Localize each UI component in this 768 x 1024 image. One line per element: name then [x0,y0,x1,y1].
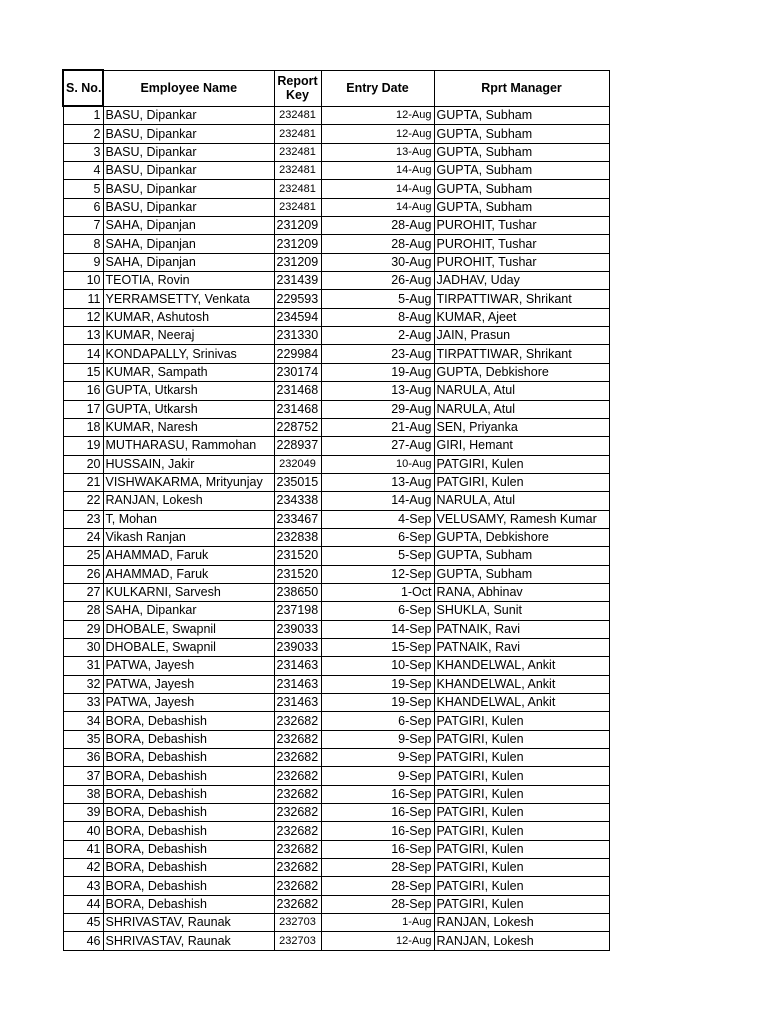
table-row [63,106,609,125]
cell-entry-date[interactable]: 19-Sep [321,675,434,693]
table-row [63,418,609,436]
table-row [63,822,609,840]
table-row [63,932,609,950]
cell-entry-date[interactable]: 16-Sep [321,785,434,803]
cell-employee-name[interactable]: PATWA, Jayesh [103,675,274,693]
cell-sno[interactable]: 22 [63,492,103,510]
cell-report-manager[interactable]: TIRPATTIWAR, Shrikant [434,290,609,308]
cell-report-manager[interactable]: PATGIRI, Kulen [434,473,609,491]
cell-employee-name[interactable]: KUMAR, Neeraj [103,327,274,345]
cell-entry-date[interactable]: 16-Sep [321,804,434,822]
cell-sno[interactable]: 1 [63,106,103,125]
cell-entry-date[interactable]: 6-Sep [321,602,434,620]
cell-entry-date[interactable]: 28-Sep [321,859,434,877]
table-row [63,804,609,822]
header-row [63,70,609,106]
cell-entry-date[interactable]: 16-Sep [321,840,434,858]
cell-entry-date[interactable]: 14-Aug [321,492,434,510]
cell-sno[interactable]: 18 [63,418,103,436]
cell-sno[interactable]: 3 [63,143,103,161]
table-row [63,235,609,253]
cell-report-manager[interactable]: GUPTA, Subham [434,162,609,180]
cell-sno[interactable]: 40 [63,822,103,840]
cell-report-key[interactable]: 232682 [274,895,321,913]
cell-report-key[interactable]: 231463 [274,694,321,712]
table-row [63,528,609,546]
cell-report-manager[interactable]: GUPTA, Debkishore [434,363,609,381]
table-row [63,694,609,712]
cell-entry-date[interactable]: 6-Sep [321,528,434,546]
cell-report-key[interactable]: 230174 [274,363,321,381]
cell-sno[interactable]: 45 [63,914,103,932]
cell-report-key[interactable]: 232481 [274,106,321,125]
cell-report-manager[interactable]: PUROHIT, Tushar [434,235,609,253]
cell-report-manager[interactable]: KHANDELWAL, Ankit [434,694,609,712]
cell-sno[interactable]: 44 [63,895,103,913]
table-row [63,473,609,491]
cell-sno[interactable]: 28 [63,602,103,620]
cell-report-key[interactable]: 232703 [274,914,321,932]
table-row [63,180,609,198]
cell-sno[interactable]: 8 [63,235,103,253]
table-row [63,620,609,638]
table-row [63,785,609,803]
table-row [63,510,609,528]
cell-report-manager[interactable]: PATGIRI, Kulen [434,859,609,877]
cell-sno[interactable]: 27 [63,583,103,601]
cell-report-manager[interactable]: PATGIRI, Kulen [434,455,609,473]
table-row [63,547,609,565]
cell-employee-name[interactable]: KUMAR, Ashutosh [103,308,274,326]
table-row [63,730,609,748]
cell-entry-date[interactable]: 6-Sep [321,712,434,730]
cell-report-key[interactable]: 231209 [274,253,321,271]
cell-sno[interactable]: 25 [63,547,103,565]
cell-report-key[interactable]: 231463 [274,657,321,675]
cell-employee-name[interactable]: PATWA, Jayesh [103,694,274,712]
table-row [63,712,609,730]
cell-employee-name[interactable]: VISHWAKARMA, Mrityunjay [103,473,274,491]
cell-report-manager[interactable]: KUMAR, Ajeet [434,308,609,326]
cell-entry-date[interactable]: 28-Aug [321,235,434,253]
table-row [63,198,609,216]
cell-entry-date[interactable]: 12-Aug [321,932,434,950]
cell-employee-name[interactable]: BASU, Dipankar [103,180,274,198]
cell-report-manager[interactable]: JAIN, Prasun [434,327,609,345]
cell-entry-date[interactable]: 1-Oct [321,583,434,601]
cell-report-key[interactable]: 235015 [274,473,321,491]
cell-entry-date[interactable]: 28-Sep [321,877,434,895]
table-row [63,675,609,693]
cell-report-key[interactable]: 232682 [274,785,321,803]
cell-report-key[interactable]: 234338 [274,492,321,510]
cell-entry-date[interactable]: 14-Aug [321,180,434,198]
cell-report-manager[interactable]: SHUKLA, Sunit [434,602,609,620]
table-body [63,106,609,950]
table-row [63,143,609,161]
cell-employee-name[interactable]: SHRIVASTAV, Raunak [103,914,274,932]
cell-sno[interactable]: 43 [63,877,103,895]
cell-sno[interactable]: 12 [63,308,103,326]
cell-entry-date[interactable]: 15-Sep [321,638,434,656]
cell-report-manager[interactable]: PATGIRI, Kulen [434,804,609,822]
cell-report-manager[interactable]: PATGIRI, Kulen [434,822,609,840]
cell-entry-date[interactable]: 1-Aug [321,914,434,932]
cell-report-manager[interactable]: KHANDELWAL, Ankit [434,657,609,675]
cell-sno[interactable]: 36 [63,749,103,767]
table-row [63,602,609,620]
cell-entry-date[interactable]: 19-Sep [321,694,434,712]
cell-employee-name[interactable]: Vikash Ranjan [103,528,274,546]
table-row [63,749,609,767]
cell-report-manager[interactable]: PATGIRI, Kulen [434,840,609,858]
cell-report-key[interactable]: 239033 [274,620,321,638]
cell-entry-date[interactable]: 14-Aug [321,198,434,216]
cell-employee-name[interactable]: SAHA, Dipanjan [103,217,274,235]
cell-report-manager[interactable]: TIRPATTIWAR, Shrikant [434,345,609,363]
cell-employee-name[interactable]: AHAMMAD, Faruk [103,547,274,565]
table-row [63,492,609,510]
cell-report-key[interactable]: 234594 [274,308,321,326]
cell-report-key[interactable]: 232481 [274,198,321,216]
employee-report-table [62,69,610,951]
cell-report-key[interactable]: 232682 [274,767,321,785]
cell-entry-date[interactable]: 5-Aug [321,290,434,308]
header-entry-date[interactable]: Entry Date [321,70,434,106]
cell-report-key[interactable]: 231439 [274,272,321,290]
cell-employee-name[interactable]: BORA, Debashish [103,895,274,913]
cell-report-manager[interactable]: GUPTA, Subham [434,198,609,216]
cell-report-key[interactable]: 232049 [274,455,321,473]
cell-report-manager[interactable]: GUPTA, Subham [434,143,609,161]
cell-employee-name[interactable]: SAHA, Dipanjan [103,253,274,271]
cell-entry-date[interactable]: 9-Sep [321,767,434,785]
cell-entry-date[interactable]: 5-Sep [321,547,434,565]
cell-report-key[interactable]: 232682 [274,840,321,858]
table-row [63,253,609,271]
cell-sno[interactable]: 46 [63,932,103,950]
cell-sno[interactable]: 42 [63,859,103,877]
cell-report-key[interactable]: 231520 [274,547,321,565]
cell-report-manager[interactable]: PUROHIT, Tushar [434,253,609,271]
table-row [63,914,609,932]
header-sno[interactable]: S. No. [63,70,103,106]
cell-sno[interactable]: 21 [63,473,103,491]
cell-sno[interactable]: 13 [63,327,103,345]
cell-employee-name[interactable]: BASU, Dipankar [103,143,274,161]
cell-report-key[interactable]: 232481 [274,143,321,161]
cell-sno[interactable]: 33 [63,694,103,712]
cell-report-key[interactable]: 231330 [274,327,321,345]
cell-report-key[interactable]: 231209 [274,235,321,253]
cell-report-manager[interactable]: NARULA, Atul [434,492,609,510]
cell-sno[interactable]: 24 [63,528,103,546]
cell-sno[interactable]: 11 [63,290,103,308]
cell-report-key[interactable]: 237198 [274,602,321,620]
cell-employee-name[interactable]: T, Mohan [103,510,274,528]
cell-entry-date[interactable]: 2-Aug [321,327,434,345]
cell-employee-name[interactable]: HUSSAIN, Jakir [103,455,274,473]
cell-report-key[interactable]: 229593 [274,290,321,308]
cell-report-manager[interactable]: VELUSAMY, Ramesh Kumar [434,510,609,528]
cell-entry-date[interactable]: 14-Aug [321,162,434,180]
cell-report-manager[interactable]: PATNAIK, Ravi [434,638,609,656]
cell-report-key[interactable]: 239033 [274,638,321,656]
table-row [63,290,609,308]
cell-sno[interactable]: 19 [63,437,103,455]
cell-report-manager[interactable]: GUPTA, Subham [434,125,609,143]
cell-report-manager[interactable]: SEN, Priyanka [434,418,609,436]
cell-report-manager[interactable]: PATGIRI, Kulen [434,712,609,730]
cell-report-manager[interactable]: GUPTA, Subham [434,106,609,125]
cell-sno[interactable]: 38 [63,785,103,803]
cell-report-key[interactable]: 232838 [274,528,321,546]
cell-entry-date[interactable]: 13-Aug [321,143,434,161]
cell-entry-date[interactable]: 9-Sep [321,730,434,748]
cell-report-key[interactable]: 231468 [274,382,321,400]
cell-employee-name[interactable]: BORA, Debashish [103,712,274,730]
cell-report-manager[interactable]: PATNAIK, Ravi [434,620,609,638]
cell-sno[interactable]: 37 [63,767,103,785]
cell-entry-date[interactable]: 12-Aug [321,106,434,125]
cell-entry-date[interactable]: 13-Aug [321,382,434,400]
cell-sno[interactable]: 9 [63,253,103,271]
cell-entry-date[interactable]: 12-Sep [321,565,434,583]
cell-employee-name[interactable]: BORA, Debashish [103,859,274,877]
cell-employee-name[interactable]: MUTHARASU, Rammohan [103,437,274,455]
cell-report-manager[interactable]: JADHAV, Uday [434,272,609,290]
cell-report-manager[interactable]: GUPTA, Subham [434,565,609,583]
cell-entry-date[interactable]: 29-Aug [321,400,434,418]
table-row [63,565,609,583]
cell-report-manager[interactable]: PATGIRI, Kulen [434,730,609,748]
cell-entry-date[interactable]: 27-Aug [321,437,434,455]
table-row [63,583,609,601]
cell-report-key[interactable]: 231468 [274,400,321,418]
cell-employee-name[interactable]: BORA, Debashish [103,749,274,767]
cell-employee-name[interactable]: PATWA, Jayesh [103,657,274,675]
cell-report-key[interactable]: 232682 [274,822,321,840]
cell-employee-name[interactable]: BORA, Debashish [103,785,274,803]
table-row [63,840,609,858]
cell-sno[interactable]: 35 [63,730,103,748]
cell-entry-date[interactable]: 30-Aug [321,253,434,271]
cell-report-manager[interactable]: KHANDELWAL, Ankit [434,675,609,693]
header-employee-name[interactable]: Employee Name [103,70,274,106]
cell-sno[interactable]: 26 [63,565,103,583]
cell-sno[interactable]: 15 [63,363,103,381]
cell-entry-date[interactable]: 9-Sep [321,749,434,767]
table-row [63,437,609,455]
cell-report-manager[interactable]: PATGIRI, Kulen [434,749,609,767]
cell-entry-date[interactable]: 21-Aug [321,418,434,436]
cell-report-key[interactable]: 231209 [274,217,321,235]
cell-entry-date[interactable]: 13-Aug [321,473,434,491]
cell-sno[interactable]: 29 [63,620,103,638]
cell-report-key[interactable]: 238650 [274,583,321,601]
cell-report-key[interactable]: 233467 [274,510,321,528]
cell-report-manager[interactable]: PATGIRI, Kulen [434,767,609,785]
header-report-key-line1: Report [277,74,318,88]
table-row [63,327,609,345]
cell-entry-date[interactable]: 14-Sep [321,620,434,638]
cell-employee-name[interactable]: BASU, Dipankar [103,125,274,143]
cell-employee-name[interactable]: GUPTA, Utkarsh [103,400,274,418]
cell-report-manager[interactable]: GIRI, Hemant [434,437,609,455]
cell-report-manager[interactable]: RANJAN, Lokesh [434,932,609,950]
cell-employee-name[interactable]: BORA, Debashish [103,822,274,840]
cell-sno[interactable]: 20 [63,455,103,473]
cell-report-manager[interactable]: PATGIRI, Kulen [434,895,609,913]
cell-report-manager[interactable]: NARULA, Atul [434,382,609,400]
cell-employee-name[interactable]: TEOTIA, Rovin [103,272,274,290]
header-report-manager[interactable]: Rprt Manager [434,70,609,106]
cell-report-key[interactable]: 232682 [274,877,321,895]
cell-entry-date[interactable]: 10-Sep [321,657,434,675]
cell-sno[interactable]: 32 [63,675,103,693]
cell-report-manager[interactable]: NARULA, Atul [434,400,609,418]
cell-employee-name[interactable]: SHRIVASTAV, Raunak [103,932,274,950]
cell-sno[interactable]: 5 [63,180,103,198]
cell-entry-date[interactable]: 16-Sep [321,822,434,840]
cell-employee-name[interactable]: GUPTA, Utkarsh [103,382,274,400]
cell-employee-name[interactable]: YERRAMSETTY, Venkata [103,290,274,308]
cell-report-key[interactable]: 232481 [274,162,321,180]
cell-entry-date[interactable]: 28-Sep [321,895,434,913]
cell-report-key[interactable]: 232682 [274,859,321,877]
cell-report-key[interactable]: 232481 [274,125,321,143]
cell-entry-date[interactable]: 28-Aug [321,217,434,235]
cell-report-manager[interactable]: PATGIRI, Kulen [434,785,609,803]
table-row [63,767,609,785]
cell-employee-name[interactable]: BORA, Debashish [103,840,274,858]
cell-employee-name[interactable]: KUMAR, Naresh [103,418,274,436]
cell-sno[interactable]: 10 [63,272,103,290]
cell-report-key[interactable]: 232682 [274,730,321,748]
cell-employee-name[interactable]: DHOBALE, Swapnil [103,620,274,638]
cell-sno[interactable]: 6 [63,198,103,216]
cell-report-manager[interactable]: GUPTA, Debkishore [434,528,609,546]
table-row [63,859,609,877]
cell-report-key[interactable]: 232682 [274,712,321,730]
cell-entry-date[interactable]: 19-Aug [321,363,434,381]
cell-employee-name[interactable]: RANJAN, Lokesh [103,492,274,510]
table-row [63,895,609,913]
cell-sno[interactable]: 14 [63,345,103,363]
cell-report-key[interactable]: 232682 [274,749,321,767]
cell-employee-name[interactable]: SAHA, Dipankar [103,602,274,620]
cell-report-key[interactable]: 228937 [274,437,321,455]
cell-entry-date[interactable]: 8-Aug [321,308,434,326]
cell-report-manager[interactable]: PATGIRI, Kulen [434,877,609,895]
cell-sno[interactable]: 30 [63,638,103,656]
cell-entry-date[interactable]: 4-Sep [321,510,434,528]
cell-employee-name[interactable]: BORA, Debashish [103,767,274,785]
table-row [63,308,609,326]
cell-sno[interactable]: 2 [63,125,103,143]
cell-report-manager[interactable]: RANJAN, Lokesh [434,914,609,932]
cell-employee-name[interactable]: BASU, Dipankar [103,106,274,125]
table-row [63,217,609,235]
cell-sno[interactable]: 16 [63,382,103,400]
header-report-key-line2: Key [286,88,309,102]
header-report-key[interactable] [274,70,321,106]
cell-employee-name[interactable]: KONDAPALLY, Srinivas [103,345,274,363]
cell-report-manager[interactable]: RANA, Abhinav [434,583,609,601]
cell-report-manager[interactable]: GUPTA, Subham [434,180,609,198]
cell-employee-name[interactable]: BORA, Debashish [103,877,274,895]
table-row [63,400,609,418]
cell-employee-name[interactable]: SAHA, Dipanjan [103,235,274,253]
cell-entry-date[interactable]: 10-Aug [321,455,434,473]
cell-report-key[interactable]: 232682 [274,804,321,822]
cell-sno[interactable]: 23 [63,510,103,528]
cell-sno[interactable]: 39 [63,804,103,822]
cell-entry-date[interactable]: 12-Aug [321,125,434,143]
cell-report-key[interactable]: 231463 [274,675,321,693]
cell-employee-name[interactable]: KULKARNI, Sarvesh [103,583,274,601]
table-row [63,272,609,290]
table-row [63,125,609,143]
table-row [63,455,609,473]
cell-sno[interactable]: 31 [63,657,103,675]
cell-sno[interactable]: 41 [63,840,103,858]
cell-employee-name[interactable]: AHAMMAD, Faruk [103,565,274,583]
cell-report-key[interactable]: 228752 [274,418,321,436]
cell-report-key[interactable]: 229984 [274,345,321,363]
cell-report-manager[interactable]: PUROHIT, Tushar [434,217,609,235]
cell-employee-name[interactable]: KUMAR, Sampath [103,363,274,381]
cell-sno[interactable]: 7 [63,217,103,235]
table-row [63,382,609,400]
cell-report-manager[interactable]: GUPTA, Subham [434,547,609,565]
cell-report-key[interactable]: 232481 [274,180,321,198]
table-row [63,363,609,381]
cell-report-key[interactable]: 231520 [274,565,321,583]
cell-employee-name[interactable]: BORA, Debashish [103,804,274,822]
table-row [63,638,609,656]
table-row [63,877,609,895]
cell-employee-name[interactable]: DHOBALE, Swapnil [103,638,274,656]
cell-employee-name[interactable]: BASU, Dipankar [103,198,274,216]
cell-report-key[interactable]: 232703 [274,932,321,950]
cell-sno[interactable]: 4 [63,162,103,180]
cell-employee-name[interactable]: BORA, Debashish [103,730,274,748]
cell-sno[interactable]: 17 [63,400,103,418]
table-row [63,162,609,180]
cell-entry-date[interactable]: 23-Aug [321,345,434,363]
cell-entry-date[interactable]: 26-Aug [321,272,434,290]
table-row [63,657,609,675]
cell-sno[interactable]: 34 [63,712,103,730]
table-row [63,345,609,363]
cell-employee-name[interactable]: BASU, Dipankar [103,162,274,180]
